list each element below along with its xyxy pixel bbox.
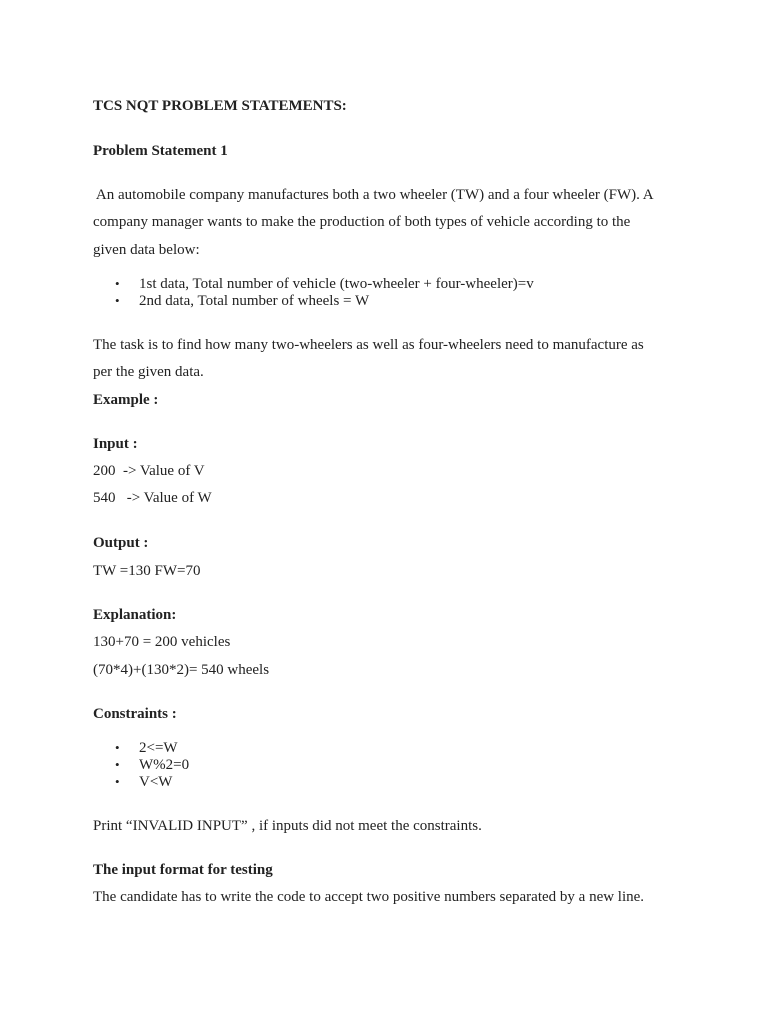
constraint-bullet-3: [115, 773, 172, 791]
input-heading: Input :: [93, 436, 138, 452]
data-bullet-2: [115, 292, 369, 310]
bullet-icon: •: [115, 774, 120, 789]
constraint-bullet-2: [115, 756, 189, 774]
data-bullet-1: [115, 275, 534, 293]
intro-line-1: An automobile company manufactures both a two wheeler (TW) and a four wheeler (FW). A: [93, 187, 654, 203]
task-line-2: per the given data.: [93, 364, 204, 380]
bullet-icon: •: [115, 293, 120, 308]
task-line-1: The task is to find how many two-wheelers as well as four-wheelers need to manufacture as: [93, 337, 644, 353]
bullet-text: W%2=0: [139, 757, 190, 773]
intro-line-2: company manager wants to make the production of both types of vehicle according to the: [93, 214, 631, 230]
problem-heading: Problem Statement 1: [93, 143, 228, 159]
format-heading: The input format for testing: [93, 862, 273, 878]
bullet-text: 2nd data, Total number of wheels = W: [139, 293, 370, 309]
example-heading: Example :: [93, 392, 159, 408]
constraints-heading: Constraints :: [93, 706, 177, 722]
format-line: The candidate has to write the code to accept two positive numbers separated by a new line.: [93, 889, 645, 905]
invalid-input-note: Print “INVALID INPUT” , if inputs did not meet the constraints.: [93, 818, 482, 834]
constraint-bullet-1: [115, 739, 178, 757]
bullet-icon: •: [115, 757, 120, 772]
bullet-text: 1st data, Total number of vehicle (two-wheeler + four-wheeler)=v: [139, 276, 534, 292]
document-title: TCS NQT PROBLEM STATEMENTS:: [93, 98, 347, 114]
output-heading: Output :: [93, 535, 149, 551]
explanation-line-1: 130+70 = 200 vehicles: [93, 634, 231, 650]
bullet-text: 2<=W: [139, 740, 178, 756]
bullet-icon: •: [115, 276, 120, 291]
explanation-heading: Explanation:: [93, 607, 177, 623]
output-line: TW =130 FW=70: [93, 563, 201, 579]
bullet-icon: •: [115, 740, 120, 755]
input-line-1: 200 -> Value of V: [93, 463, 205, 479]
explanation-line-2: (70*4)+(130*2)= 540 wheels: [93, 662, 270, 678]
bullet-text: V<W: [139, 774, 173, 790]
intro-line-3: given data below:: [93, 242, 200, 258]
input-line-2: 540 -> Value of W: [93, 490, 212, 506]
